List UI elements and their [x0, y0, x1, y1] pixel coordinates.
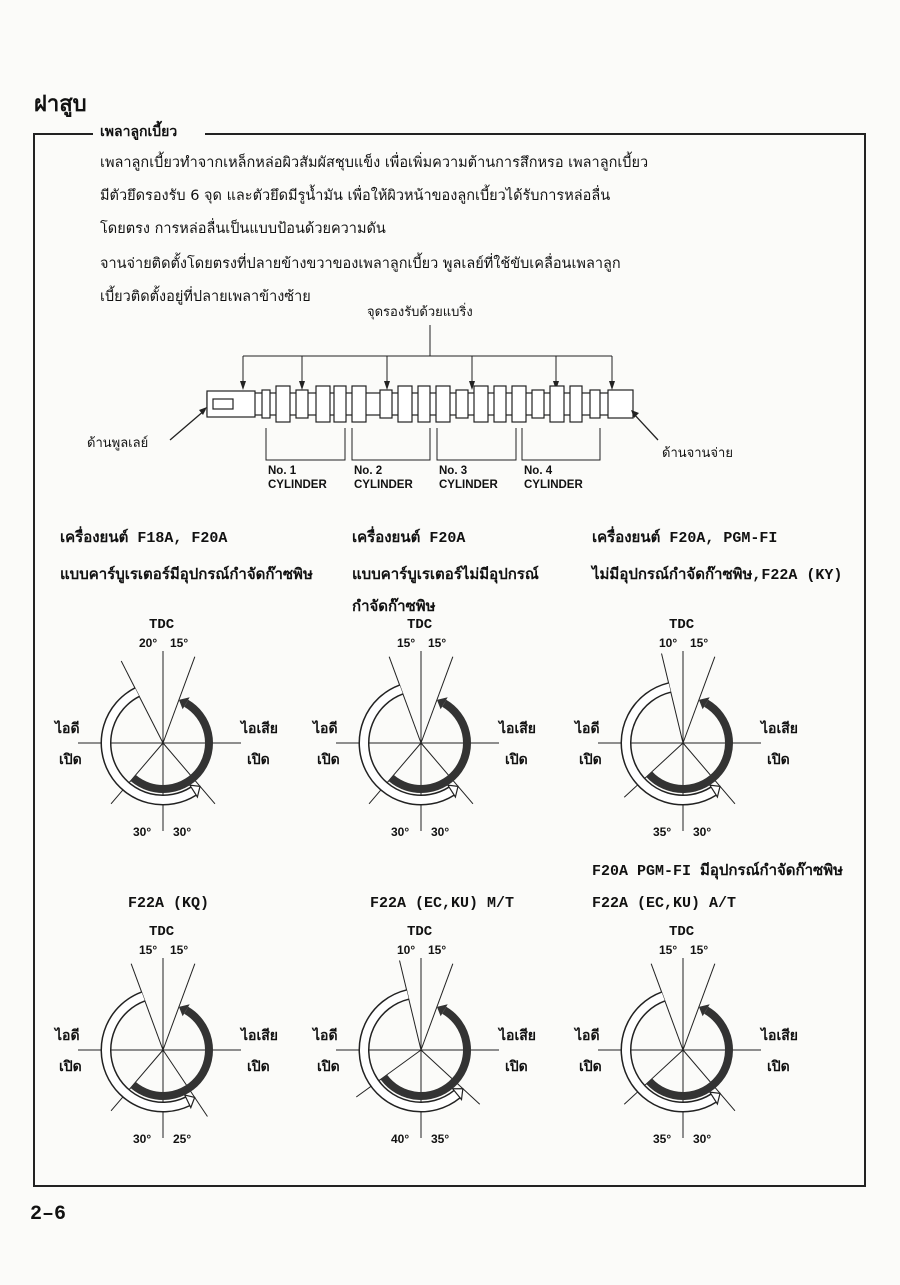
diagram-header: F22A (EC,KU) M/T — [370, 895, 515, 912]
diagram-header: แบบคาร์บูเรเตอร์ไม่มีอุปกรณ์ — [352, 567, 539, 584]
intake-close-angle: 30° — [693, 1132, 712, 1146]
intake-open-label: เปิด — [579, 752, 602, 768]
intake-open-angle: 15° — [659, 943, 678, 957]
timing-line — [651, 964, 683, 1050]
diagram-header: F20A PGM-FI มีอุปกรณ์กำจัดก๊าซพิษ — [592, 863, 843, 880]
intake-close-angle: 30° — [693, 825, 712, 839]
page-number: 2–6 — [30, 1203, 67, 1226]
exhaust-open-angle: 40° — [391, 1132, 410, 1146]
tdc-label: TDC — [407, 617, 433, 633]
exhaust-open-label: เปิด — [247, 752, 270, 768]
paragraph-line: เบี้ยวติดตั้งอยู่ที่ปลายเพลาข้างซ้าย — [100, 289, 311, 305]
intake-label: ไอดี — [313, 1028, 338, 1044]
intake-label: ไอดี — [55, 721, 80, 737]
page-title: ฝาสูบ — [34, 92, 87, 117]
exhaust-close-angle: 15° — [690, 636, 709, 650]
exhaust-close-angle: 15° — [170, 943, 189, 957]
exhaust-label: ไอเสีย — [241, 1028, 278, 1044]
tdc-label: TDC — [669, 617, 695, 633]
diagram-header: เครื่องยนต์ F20A — [352, 530, 466, 547]
section-title: เพลาลูกเบี้ยว — [100, 124, 178, 140]
distributor-side-label: ด้านจานจ่าย — [662, 446, 733, 461]
pulley-side-label: ด้านพูลเลย์ — [87, 436, 149, 451]
intake-close-angle: 30° — [431, 825, 450, 839]
exhaust-open-angle: 30° — [133, 825, 152, 839]
diagram-header: เครื่องยนต์ F18A, F20A — [60, 530, 228, 547]
intake-label: ไอดี — [55, 1028, 80, 1044]
exhaust-close-angle: 15° — [428, 636, 447, 650]
paragraph-line: จานจ่ายติดตั้งโดยตรงที่ปลายข้างขวาของเพลาลูกเบี้ยว พูลเลย์ที่ใช้ขับเคลื่อนเพลาลูก — [100, 256, 621, 272]
tdc-label: TDC — [407, 924, 433, 940]
intake-close-angle: 30° — [173, 825, 192, 839]
exhaust-open-label: เปิด — [505, 752, 528, 768]
exhaust-open-label: เปิด — [505, 1059, 528, 1075]
intake-label: ไอดี — [313, 721, 338, 737]
tdc-label: TDC — [149, 924, 175, 940]
exhaust-arrow — [649, 1010, 729, 1096]
intake-open-angle: 10° — [397, 943, 416, 957]
intake-open-angle: 20° — [139, 636, 158, 650]
paragraph-line: มีตัวยึดรองรับ 6 จุด และตัวยึดมีรูน้ำมัน เพื่อให้ผิวหน้าของลูกเบี้ยวได้รับการหล่อลื่น — [100, 188, 611, 204]
exhaust-open-angle: 35° — [653, 1132, 672, 1146]
intake-open-label: เปิด — [59, 1059, 82, 1075]
diagram-header: กำจัดก๊าซพิษ — [352, 599, 436, 616]
intake-open-label: เปิด — [317, 752, 340, 768]
exhaust-close-angle: 15° — [170, 636, 189, 650]
intake-close-angle: 35° — [431, 1132, 450, 1146]
exhaust-label: ไอเสีย — [241, 721, 278, 737]
intake-open-label: เปิด — [59, 752, 82, 768]
exhaust-close-angle: 15° — [690, 943, 709, 957]
cylinder-label: No. 1 CYLINDER — [268, 465, 327, 491]
tdc-label: TDC — [669, 924, 695, 940]
diagram-header: เครื่องยนต์ F20A, PGM-FI — [592, 530, 778, 547]
paragraph-line: เพลาลูกเบี้ยวทำจากเหล็กหล่อผิวสัมผัสชุบแข็ง เพื่อเพิ่มความต้านการสึกหรอ เพลาลูกเบี้ยว — [100, 155, 649, 171]
exhaust-open-label: เปิด — [767, 1059, 790, 1075]
diagram-header: F22A (EC,KU) A/T — [592, 895, 737, 912]
diagram-header: F22A (KQ) — [128, 895, 210, 912]
paragraph-line: โดยตรง การหล่อลื่นเป็นแบบป้อนด้วยความดัน — [100, 221, 386, 237]
exhaust-label: ไอเสีย — [761, 1028, 798, 1044]
bearing-label: จุดรองรับด้วยแบริ่ง — [367, 305, 473, 320]
exhaust-close-angle: 15° — [428, 943, 447, 957]
exhaust-label: ไอเสีย — [499, 1028, 536, 1044]
exhaust-label: ไอเสีย — [761, 721, 798, 737]
intake-label: ไอดี — [575, 1028, 600, 1044]
intake-open-angle: 15° — [397, 636, 416, 650]
exhaust-label: ไอเสีย — [499, 721, 536, 737]
intake-open-angle: 10° — [659, 636, 678, 650]
cylinder-label: No. 3 CYLINDER — [439, 465, 498, 491]
cylinder-label: No. 4 CYLINDER — [524, 465, 583, 491]
intake-open-label: เปิด — [579, 1059, 602, 1075]
intake-label: ไอดี — [575, 721, 600, 737]
diagram-header: ไม่มีอุปกรณ์กำจัดก๊าซพิษ,F22A (KY) — [592, 567, 843, 584]
exhaust-open-angle: 30° — [133, 1132, 152, 1146]
exhaust-open-angle: 35° — [653, 825, 672, 839]
cylinder-label: No. 2 CYLINDER — [354, 465, 413, 491]
intake-open-angle: 15° — [139, 943, 158, 957]
diagram-header: แบบคาร์บูเรเตอร์มีอุปกรณ์กำจัดก๊าซพิษ — [60, 567, 313, 584]
tdc-label: TDC — [149, 617, 175, 633]
intake-open-label: เปิด — [317, 1059, 340, 1075]
exhaust-open-angle: 30° — [391, 825, 410, 839]
exhaust-open-label: เปิด — [767, 752, 790, 768]
intake-close-angle: 25° — [173, 1132, 192, 1146]
exhaust-open-label: เปิด — [247, 1059, 270, 1075]
